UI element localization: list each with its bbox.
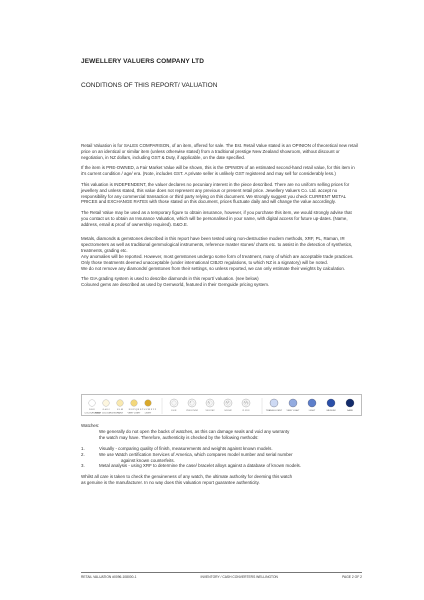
inclusion-dot-icon — [226, 402, 227, 403]
watches-closing-line: Whilst all care is taken to check the genuineness of any watch, the ultimate authority for deeming this watch — [81, 474, 293, 480]
list-number: 3. — [81, 463, 85, 469]
colour-grade-label: N O P Q R — [128, 409, 140, 411]
inclusion-dot-icon — [209, 403, 210, 404]
grading-chart — [81, 394, 362, 416]
gem-tone-icon — [327, 399, 335, 407]
list-text: We use Watch certification Services of America, which compares model number and serial number — [99, 451, 293, 457]
colour-term-label: LIGHT — [144, 412, 152, 415]
watches-intro-line: We generally do not open the backs of watches, as this can damage seals and void any warranty — [99, 428, 290, 434]
colour-grade-diamond-icon — [117, 400, 124, 407]
paragraph-independent: This valuation is INDEPENDENT, the valuer declares no pecuniary interest in the piece described. There are no uniform selling prices for jewellery and unless stated, this value does not represent any previous or present retail price. Jewellery Valuers Co. Ltd. accept no responsibility for any commercial transaction or third party relying on this document. We strongly suggest you check CURRENT METAL PRICES and EXCHANGE RATES with those stated on this document, prices fluctuate daily and will change the value accordingly. — [81, 181, 350, 205]
colour-grade-label: S T U V W X Y Z — [139, 409, 157, 411]
paragraph-gia: The GIA grading system is used to describe diamonds in this report/ valuation. (see below) — [81, 276, 259, 282]
colour-grade-diamond-icon — [89, 400, 96, 407]
colour-grade-diamond-icon — [103, 400, 110, 407]
paragraph-gemworld: Coloured gems are described as used by Gemworld, featured in their Gemguide pricing system. — [81, 282, 270, 288]
inclusion-dot-icon — [244, 402, 245, 403]
company-name: JEWELLERY VALUERS COMPANY LTD — [81, 58, 205, 65]
colour-term-label: FAINT — [116, 412, 124, 415]
inclusion-dot-icon — [190, 402, 191, 403]
list-text-continuation: against known counterfeits. — [121, 457, 175, 463]
list-number: 1. — [81, 445, 85, 451]
clarity-diamond-icon — [242, 399, 250, 407]
colour-term-label: COLOURLESS — [84, 412, 100, 415]
gem-tone-label: TRANSLUCENT — [265, 410, 283, 412]
paragraph-insurance: The Retail Value may be used as a temporary figure to obtain insurance, however, if you purchase this item, we would strongly advise that you contact us to obtain an Insurance Valuation, which will be personalised in your name, with digital access for future up-dates. (Name, address, email & proof of ownership required). E&O.E. — [81, 209, 352, 227]
footer-report-number: RETAIL VALUATION #0096-108000-1 — [81, 575, 137, 579]
clarity-diamond-icon — [206, 399, 214, 407]
clarity-diamond-icon — [188, 399, 196, 407]
paragraph-testing: Metals, diamonds & gemstones described in this report have been tested using non-destructive modern methods, XRF, PL, Raman, IR spectrometers as well as traditional gemmological instruments, reference master stones/ charts etc. to assist in the detection of synthetics, treatments, grading etc. — [81, 236, 353, 254]
watches-section — [81, 423, 361, 486]
colour-grade-label: K L M — [117, 409, 123, 411]
gem-tone-icon — [308, 399, 316, 407]
watches-title: Watches: — [81, 423, 100, 428]
footer-page-number: PAGE 2 OF 2 — [342, 575, 362, 579]
clarity-diamond-icon — [224, 399, 232, 407]
gem-tone-icon — [346, 399, 354, 407]
gem-tone-label: MEDIUM — [326, 410, 336, 412]
report-heading: CONDITIONS OF THIS REPORT/ VALUATION — [81, 82, 218, 89]
watches-intro-line: the watch may have. Therefore, authenticity is checked by the following methods: — [99, 434, 259, 440]
inclusion-dot-icon — [208, 402, 209, 403]
list-text: Metal analysis - using XRF to determine the case/ bracelet alloys against a database of known models. — [99, 463, 302, 469]
inclusion-dot-icon — [247, 403, 248, 404]
gem-tone-label: VERY LIGHT — [286, 410, 300, 412]
clarity-grade-label: FL IF — [171, 410, 177, 412]
paragraph-settings: We do not remove any diamonds/ gemstones from their settings, so unless reported, we can only estimate their weights by calculation. — [81, 265, 346, 271]
inclusion-dot-icon — [227, 403, 228, 404]
conditions-body — [81, 143, 358, 288]
gem-tone-label: DARK — [346, 410, 354, 412]
paragraph-pre-owned: If the item is PRE-OWNED, a Fair Market Value will be shown, this is the OPINION of an estimated second-hand retail value, for this item in it's current condition / age/ era. (Note, includes GST. A private seller is unlikely GST registered and may sell for considerably less.) — [81, 165, 355, 177]
clarity-grade-label: VS1 VS2 — [205, 410, 215, 412]
colour-grade-diamond-icon — [131, 400, 138, 407]
colour-term-label: VERY LIGHT — [127, 412, 141, 415]
gem-tone-icon — [289, 399, 297, 407]
colour-grade-label: G H I J — [102, 409, 110, 411]
grading-chart-graphic — [82, 395, 363, 417]
clarity-grade-label: I1 I2 I3 — [242, 410, 250, 412]
colour-grade-diamond-icon — [145, 400, 152, 407]
colour-term-label: NEAR COLOURLESS — [95, 412, 117, 415]
watches-closing-line: as genuine is the manufacturer. In no way does this valuation report guarantee authenticity. — [81, 480, 260, 486]
footer-client: INVENTORY / CASH CONVERTERS WELLINGTON — [200, 575, 278, 579]
inclusion-dot-icon — [246, 402, 247, 403]
page-footer — [81, 572, 362, 579]
paragraph-anomalies: Any anomalies will be reported. However, most gemstones undergo some form of treatment, many of which are acceptable trade practices. Only those treatments deemed unacceptable (under international CIBJO regulations, to which NZ is a signatory) will be noted. — [81, 253, 354, 265]
list-text: Visually - comparing quality of finish, measurements and weights against known models. — [99, 445, 273, 451]
colour-grade-label: D E F — [89, 409, 95, 411]
gem-tone-icon — [270, 399, 278, 407]
inclusion-dot-icon — [245, 403, 246, 404]
inclusion-dot-icon — [228, 402, 229, 403]
paragraph-retail-valuation: Retail Valuation is for SALES COMPARISON, of an item, offered for sale. The Est. Retail Value stated is an OPINION of theoretical new retail price on an identical or similar item (unless otherwise stated) from a traditional prestige New Zealand showroom, without discount or negotiation, in NZ dollars, including GST & Duty, if applicable, on the date specified. — [81, 143, 358, 160]
clarity-grade-label: SI1 SI2 — [224, 410, 232, 412]
gem-tone-label: LIGHT — [308, 410, 316, 412]
clarity-grade-label: VVS1 VVS2 — [186, 410, 198, 412]
list-number: 2. — [81, 451, 85, 457]
clarity-diamond-icon — [170, 399, 178, 407]
